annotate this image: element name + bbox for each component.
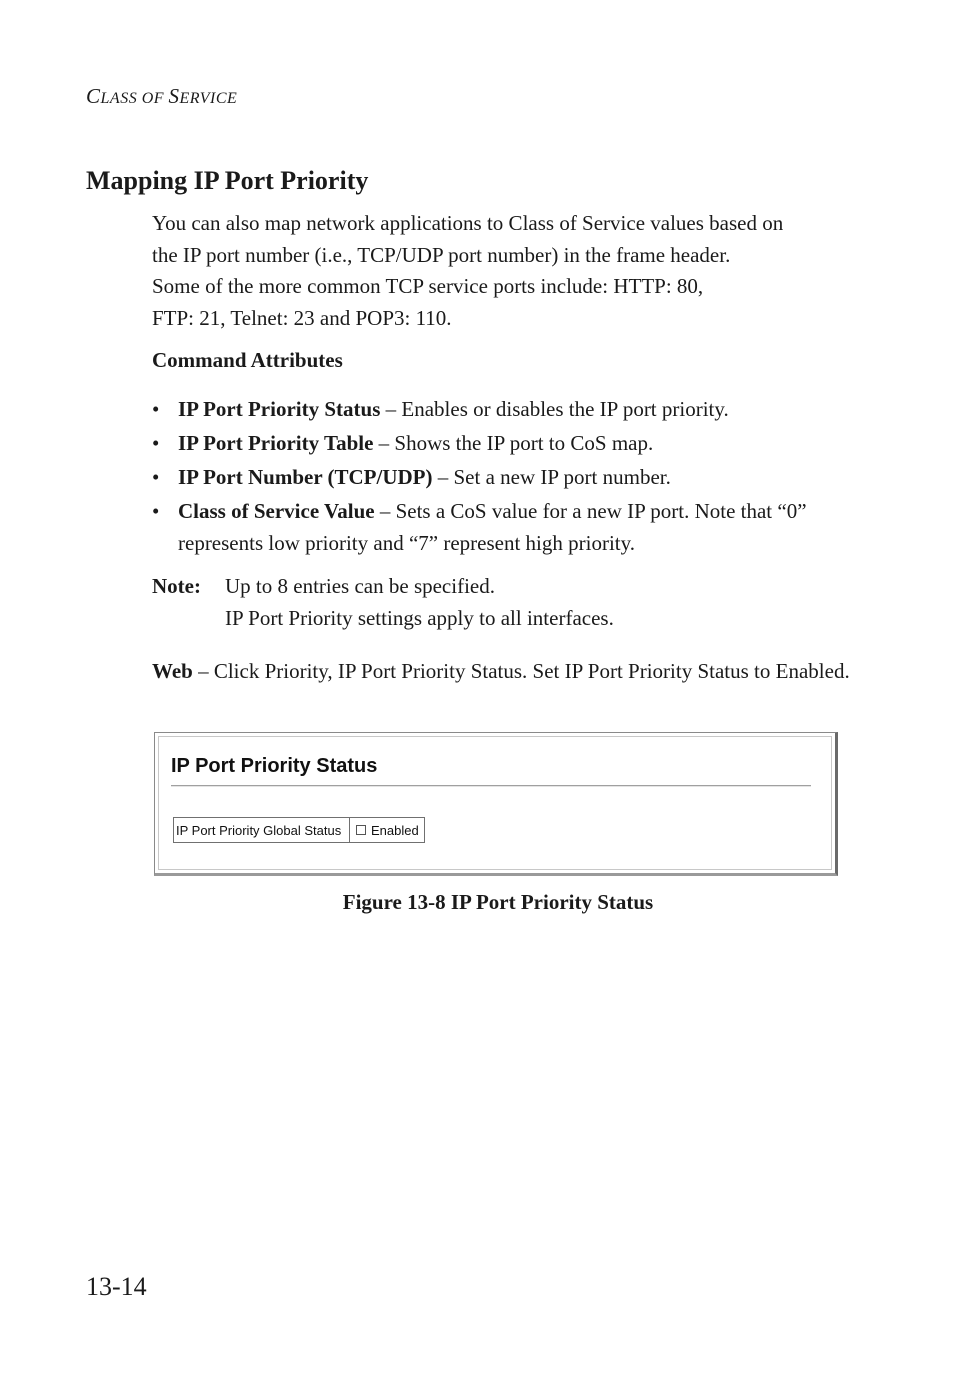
figure-panel xyxy=(158,736,832,870)
web-paragraph xyxy=(152,656,852,688)
attribute-desc: – Shows the IP port to CoS map. xyxy=(373,431,654,455)
attribute-term: IP Port Priority Table xyxy=(178,431,374,455)
running-head-of: OF xyxy=(137,90,169,107)
note-lines xyxy=(225,571,852,634)
running-head xyxy=(86,84,237,109)
running-head-s: S xyxy=(168,84,180,108)
enabled-checkbox-label: Enabled xyxy=(371,822,419,838)
intro-paragraph xyxy=(152,208,852,334)
note-line: IP Port Priority settings apply to all interfaces. xyxy=(225,605,614,630)
attribute-desc: – Enables or disables the IP port priority. xyxy=(380,397,729,421)
page-number: 13-14 xyxy=(86,1272,147,1301)
note-label: Note: xyxy=(152,574,201,598)
intro-line: Some of the more common TCP service ports include: HTTP: 80, xyxy=(152,274,704,298)
attribute-desc: – Sets a CoS value for a new IP port. Note that “0” represents low priority and “7” represent high priority. xyxy=(178,499,807,555)
intro-line: the IP port number (i.e., TCP/UDP port number) in the frame header. xyxy=(152,242,731,267)
bullet-icon: • xyxy=(152,431,160,455)
figure-screenshot xyxy=(154,732,838,876)
panel-divider xyxy=(171,785,811,787)
list-item xyxy=(152,394,852,426)
list-item xyxy=(152,496,852,559)
attributes-heading: Command Attributes xyxy=(152,348,343,372)
note-block xyxy=(152,571,852,634)
panel-title: IP Port Priority Status xyxy=(171,755,378,777)
intro-line: You can also map network applications to Class of Service values based on xyxy=(152,211,784,235)
enabled-checkbox[interactable] xyxy=(356,825,366,835)
figure-caption: Figure 13-8 IP Port Priority Status xyxy=(342,890,654,914)
web-text: – Click Priority, IP Port Priority Status. Set IP Port Priority Status to Enabled. xyxy=(192,659,850,683)
section-title: Mapping IP Port Priority xyxy=(86,166,369,195)
note-line: Up to 8 entries can be specified. xyxy=(225,574,495,598)
list-item xyxy=(152,462,852,494)
attribute-desc: – Set a new IP port number. xyxy=(432,465,671,489)
bullet-icon: • xyxy=(152,499,160,523)
intro-line: FTP: 21, Telnet: 23 and POP3: 110. xyxy=(152,305,452,330)
bullet-icon: • xyxy=(152,397,160,421)
enabled-checkbox-cell[interactable] xyxy=(350,818,424,842)
global-status-label: IP Port Priority Global Status xyxy=(174,818,350,842)
running-head-lass: LASS xyxy=(100,90,138,107)
list-item xyxy=(152,428,852,460)
attribute-term: IP Port Number (TCP/UDP) xyxy=(178,465,433,489)
attribute-term: IP Port Priority Status xyxy=(178,397,381,421)
attribute-list xyxy=(152,394,852,562)
running-head-ervice: ERVICE xyxy=(179,90,238,107)
bullet-icon: • xyxy=(152,465,160,489)
attribute-term: Class of Service Value xyxy=(178,499,375,523)
web-instructions xyxy=(152,656,852,688)
web-label: Web xyxy=(152,659,193,683)
status-table xyxy=(173,817,425,843)
running-head-c: C xyxy=(86,84,101,108)
